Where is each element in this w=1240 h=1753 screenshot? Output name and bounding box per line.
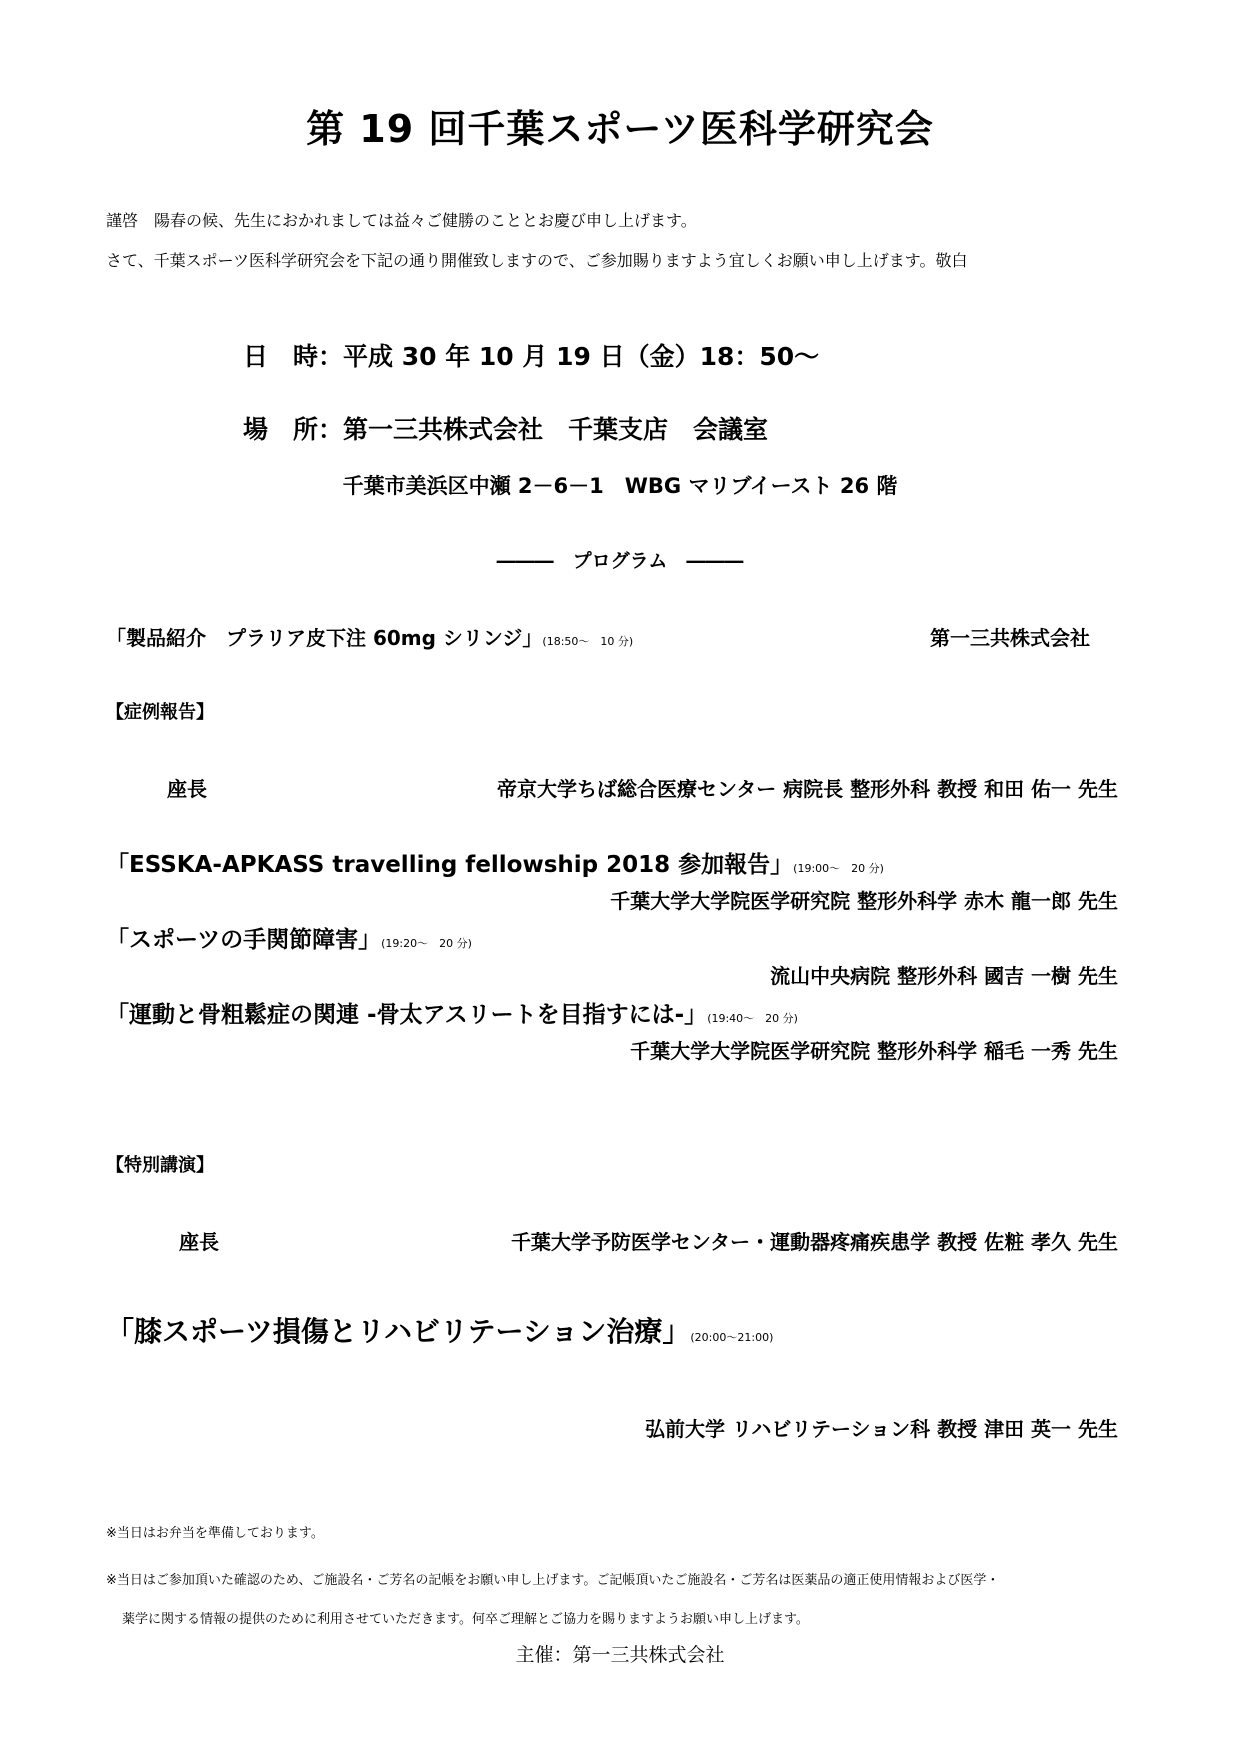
special-lecture-chair-label: 座長 (179, 1230, 219, 1254)
special-lecture-time: (20:00～21:00) (690, 1331, 774, 1344)
page-title: 第 19 回千葉スポーツ医科学研究会 (306, 107, 934, 151)
case-talk-3 (106, 996, 798, 1029)
case-talk-2-speaker: 流山中央病院 整形外科 國吉 一樹 先生 (770, 964, 1118, 988)
note-lunch: ※当日はお弁当を準備しております。 (106, 1526, 324, 1541)
event-address: 千葉市美浜区中瀬 2－6－1 WBG マリブイースト 26 階 (342, 474, 898, 498)
case-talk-1-title: 「ESSKA-APKASS travelling fellowship 2018 参加報告」 (106, 852, 794, 878)
special-lecture-heading: 【特別講演】 (106, 1155, 214, 1176)
note-registration-line-1: ※当日はご参加頂いた確認のため、ご施設名・ご芳名の記帳をお願い申し上げます。ご記帳頂いたご施設名・ご芳名は医薬品の適正使用情報および医学・ (106, 1573, 1000, 1588)
special-lecture-title: 「膝スポーツ損傷とリハビリテーション治療」 (106, 1315, 691, 1348)
product-intro-time: (18:50～ 10 分) (542, 635, 634, 648)
greeting-line-2: さて、千葉スポーツ医科学研究会を下記の通り開催致しますので、ご参加賜りますよう宜しくお願い申し上げます。敬白 (106, 251, 968, 270)
special-lecture-speaker: 弘前大学 リハビリテーション科 教授 津田 英一 先生 (644, 1417, 1118, 1441)
case-reports-chair-label: 座長 (167, 777, 207, 801)
greeting-line-1: 謹啓 陽春の候、先生におかれましては益々ご健勝のこととお慶び申し上げます。 (106, 211, 697, 230)
event-place: 場 所：第一三共株式会社 千葉支店 会議室 (243, 415, 769, 444)
note-registration-line-2: 薬学に関する情報の提供のために利用させていただきます。何卒ご理解とご協力を賜りますようお願い申し上げます。 (122, 1612, 809, 1627)
case-talk-3-speaker: 千葉大学大学院医学研究院 整形外科学 稲毛 一秀 先生 (630, 1039, 1118, 1063)
case-reports-chair: 帝京大学ちば総合医療センター 病院長 整形外科 教授 和田 佑一 先生 (497, 777, 1118, 801)
case-talk-3-time: (19:40～ 20 分) (707, 1012, 798, 1025)
case-talk-1-speaker: 千葉大学大学院医学研究院 整形外科学 赤木 龍一郎 先生 (610, 889, 1118, 913)
case-talk-1-time: (19:00～ 20 分) (793, 862, 884, 875)
special-lecture-chair: 千葉大学予防医学センター・運動器疼痛疾患学 教授 佐粧 孝久 先生 (510, 1230, 1118, 1254)
product-intro-title: 「製品紹介 プラリア皮下注 60mg シリンジ」 (106, 626, 543, 650)
special-lecture-talk (106, 1310, 773, 1350)
host-organizer: 主催：第一三共株式会社 (515, 1644, 725, 1666)
case-talk-1 (106, 846, 884, 879)
case-talk-2-title: 「スポーツの手関節障害」 (106, 927, 382, 953)
event-date: 日 時：平成 30 年 10 月 19 日（金）18：50～ (243, 342, 820, 371)
case-talk-2 (106, 921, 472, 954)
case-reports-heading: 【症例報告】 (106, 702, 214, 723)
case-talk-3-title: 「運動と骨粗鬆症の関連 -骨太アスリートを目指すには-」 (106, 1002, 708, 1028)
case-talk-2-time: (19:20～ 20 分) (381, 937, 472, 950)
product-intro-company: 第一三共株式会社 (930, 626, 1090, 650)
product-intro (106, 622, 633, 651)
program-heading: ――― プログラム ――― (496, 550, 744, 572)
